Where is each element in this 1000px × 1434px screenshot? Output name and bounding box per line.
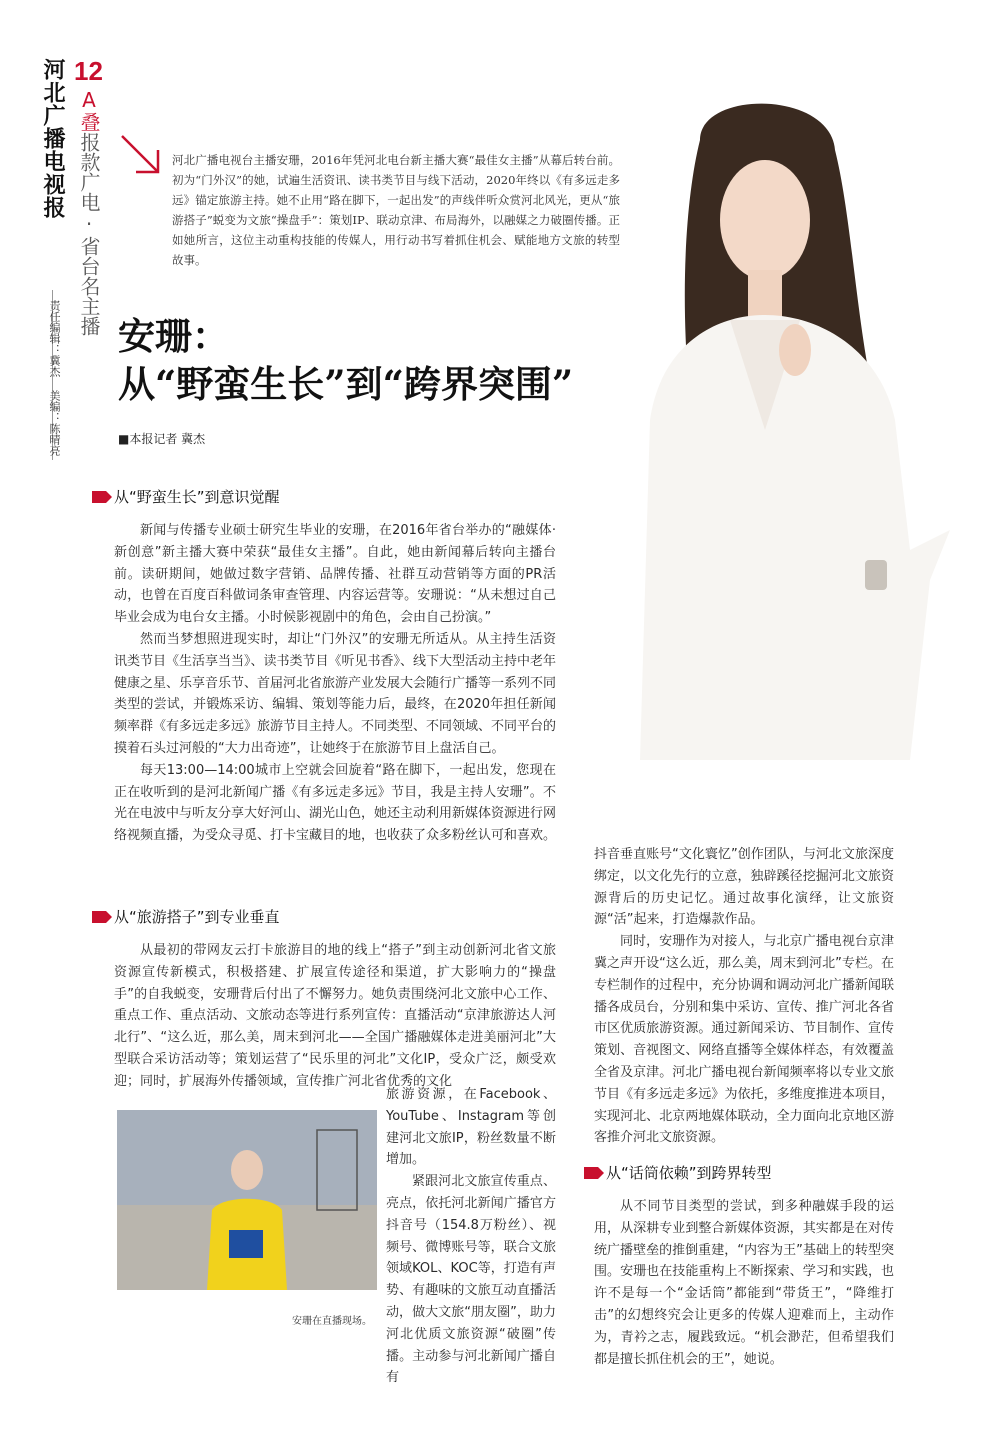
arrow-icon	[118, 132, 164, 178]
column-label: 报款广电·省台名主播	[77, 132, 101, 336]
heading-marker-icon	[92, 911, 106, 923]
section-2-body-narrow	[386, 1084, 556, 1389]
paragraph: 然而当梦想照进现实时，却让“门外汉”的安珊无所适从。从主持生活资讯类节目《生活享当当》、读书类节目《听见书香》、线下大型活动主持中老年健康之星、乐享音乐节、首届河北省旅游产业发展大会随行广播等一系列不同类型的尝试，并锻炼采访、编辑、策划等能力后，最终，在2020年担任新闻频率群《有多远走多远》旅游节目主持人。不同类型、不同领域、不同平台的摸着石头过河般的“大力出奇迹”，让她终于在旅游节目上盘活自己。	[114, 631, 557, 756]
section-2-body-full	[114, 940, 556, 1093]
photo-caption: 安珊在直播现场。	[292, 1316, 372, 1327]
section-heading-text: 从“旅游搭子”到专业垂直	[114, 908, 280, 926]
title-line-2: 从“野蛮生长”到“跨界突围”	[118, 362, 574, 406]
editor-credit: 责任编辑：冀杰 美编：陈晴亮	[48, 300, 61, 456]
section-heading-1	[92, 486, 280, 507]
newspaper-masthead: 河北广播电视报	[40, 58, 66, 219]
paragraph: 同时，安珊作为对接人，与北京广播电视台京津冀之声开设“这么近，那么美，周末到河北”专栏。在专栏制作的过程中，充分协调和调动河北广播新闻联播各成员台，分别和集中采访、宣传、推广河北各省市区优质旅游资源。通过新闻采访、节目制作、宣传策划、音视图文、网络直播等全媒体样态，有效覆盖全省及京津。河北广播电视台新闻频率将以专业文旅节目《有多远走多远》为依托，多维度推进本项目，实现河北、北京两地媒体联动，全力面向北京地区游客推介河北文旅资源。	[594, 934, 894, 1146]
intro-paragraph: 河北广播电视台主播安珊，2016年凭河北电台新主播大赛“最佳女主播”从幕后转台前。初为“门外汉”的她，试遍生活资讯、读书类节目与线下活动，2020年终以《有多远走多远》锚定旅游主持。她不止用“路在脚下，一起出发”的声线伴听众赏河北风光，更从“旅游搭子”蜕变为文旅“操盘手”：策划IP、联动京津、布局海外，以融媒之力破圈传播。正如她所言，这位主动重构技能的传媒人，用行动书写着抓住机会、赋能地方文旅的转型故事。	[172, 153, 620, 267]
section-2-right-column	[594, 844, 894, 1149]
section-label: A叠	[77, 88, 101, 132]
heading-marker-icon	[92, 491, 106, 503]
section-1-body	[114, 520, 556, 847]
page-number: 12	[74, 56, 103, 86]
anchor-portrait	[580, 100, 1000, 760]
article-title	[118, 312, 573, 408]
paragraph: 从不同节目类型的尝试，到多种融媒手段的运用，从深耕专业到整合新媒体资源，其实都是在对传统广播壁垒的推倒重建，“内容为王”基础上的转型突围。安珊也在技能重构上不断探索、学习和实践，也许不是每一个“金话筒”都能到“带货王”，“降维打击”的幻想终究会让更多的传媒人迎难而上，主动作为，青衿之志，履践致远。“机会渺茫，但希望我们都是擅长抓住机会的王”，她说。	[594, 1199, 894, 1367]
paragraph: 从最初的带网友云打卡旅游目的地的线上“搭子”到主动创新河北省文旅资源宣传新模式，积极搭建、扩展宣传途径和渠道，扩大影响力的“操盘手”的自我蜕变，安珊背后付出了不懈努力。她负责围绕河北文旅中心工作、重点工作、重点活动、文旅动态等进行系列宣传：直播活动“京津旅游达人河北行”、“这么近，那么美，周末到河北——全国广播融媒体走进美丽河北”大型联合采访活动等；策划运营了“民乐里的河北”文化IP，受众广泛，颇受欢迎；同时，扩展海外传播领域，宣传推广河北省优秀的文化	[114, 943, 556, 1089]
paragraph: 旅游资源，在Facebook、YouTube、Instagram等创建河北文旅IP，粉丝数量不断增加。	[386, 1087, 556, 1168]
live-broadcast-photo	[117, 1110, 377, 1290]
section-heading-text: 从“野蛮生长”到意识觉醒	[114, 488, 280, 506]
byline: ■本报记者 冀杰	[118, 432, 206, 446]
section-heading-text: 从“话筒依赖”到跨界转型	[606, 1164, 772, 1182]
paragraph: 紧跟河北文旅宣传重点、亮点，依托河北新闻广播官方抖音号（154.8万粉丝）、视频号、微博账号等，联合文旅领域KOL、KOC等，打造有声势、有趣味的文旅互动直播活动，做大文旅“朋友圈”，助力河北优质文旅资源“破圈”传播。主动参与河北新闻广播自有	[386, 1174, 556, 1386]
paragraph: 每天13:00—14:00城市上空就会回旋着“路在脚下，一起出发，您现在正在收听到的是河北新闻广播《有多远走多远》节目，我是主持人安珊”。不光在电波中与听友分享大好河山、湖光山色，她还主动利用新媒体资源进行网络视频直播，为受众寻觅、打卡宝藏目的地，也收获了众多粉丝认可和喜欢。	[114, 762, 557, 844]
section-heading-3	[584, 1162, 772, 1183]
section-3-body	[594, 1196, 894, 1370]
section-tag	[78, 88, 100, 336]
paragraph: 新闻与传播专业硕士研究生毕业的安珊，在2016年省台举办的“融媒体·新创意”新主播大赛中荣获“最佳女主播”。自此，她由新闻幕后转向主播台前。读研期间，她做过数字营销、品牌传播、社群互动营销等方面的PR活动，也曾在百度百科做词条审查管理、内容运营等。安珊说：“从未想过自己毕业会成为电台女主播。小时候影视剧中的角色，会由自己扮演。”	[114, 523, 556, 626]
heading-marker-icon	[584, 1167, 598, 1179]
broadcast-scene	[117, 1110, 377, 1290]
section-heading-2	[92, 906, 280, 927]
paragraph: 抖音垂直账号“文化寰忆”创作团队，与河北文旅深度绑定，以文化先行的立意，独辟蹊径挖掘河北文旅资源背后的历史记忆。通过故事化演绎，让文旅资源“活”起来，打造爆款作品。	[594, 847, 894, 928]
title-line-1: 安珊：	[118, 314, 229, 358]
